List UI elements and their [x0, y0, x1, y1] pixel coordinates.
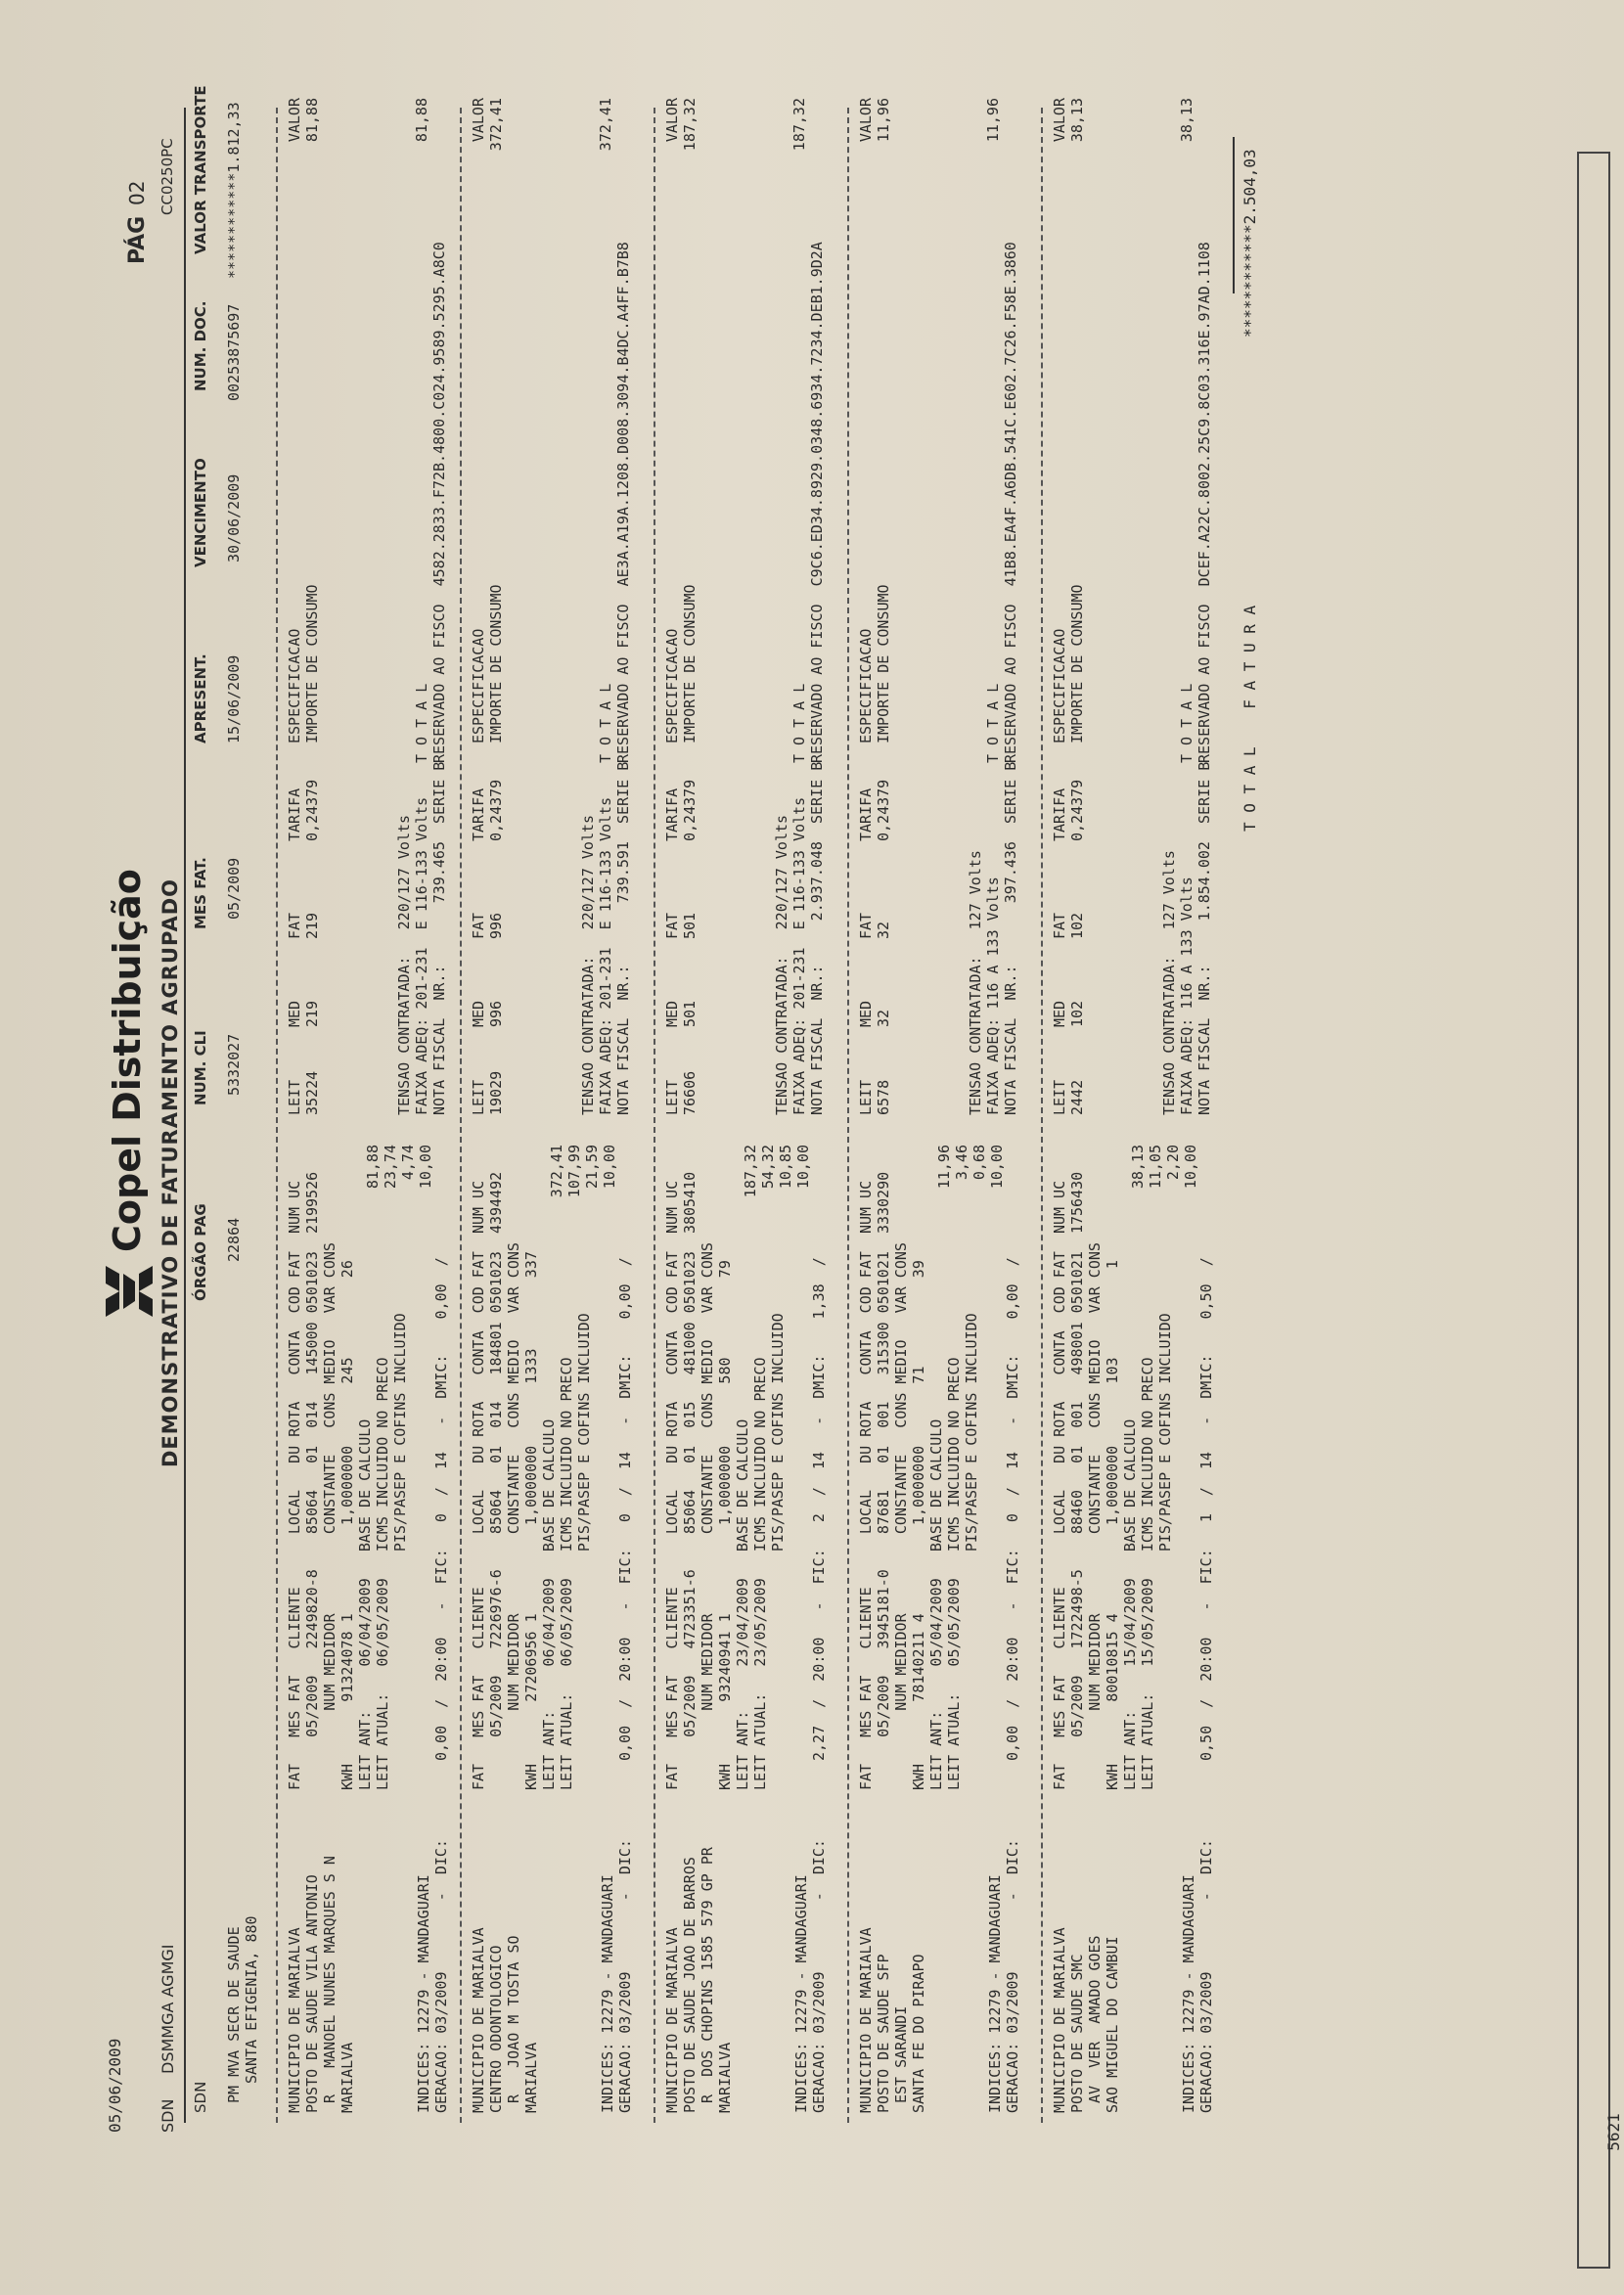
record-owner: MUNICIPIO DE MARIALVA: [470, 1927, 487, 2113]
summary-mes-fat: 05/2009: [225, 857, 243, 920]
record-leit: LEIT 6578: [857, 1079, 892, 1115]
record-med: MED 501: [663, 1000, 699, 1027]
record-street: EST SARANDI: [892, 2005, 910, 2103]
copel-logo: [98, 869, 157, 1321]
record-fat: FAT 996: [470, 912, 505, 939]
record-leit: LEIT 19029: [470, 1070, 505, 1115]
record-billing-block: FAT MES FAT CLIENTE LOCAL DU ROTA CONTA COD FAT NUM UC 05/2009 7226976-6 85064 01 014 184801 0501023 4394492 NUM MEDIDOR CONSTANTE CONS MEDIO VAR CONS KWH 27206956 1 1,0000000 1333 337 LEIT ANT: 06/04/2009 BASE DE CALCULO LEIT ATUAL: 06/05/2009 ICMS INCLUIDO NO PRECO PIS/PASEP E COFINS INCLUIDO: [470, 1171, 593, 1790]
record-owner: MUNICIPIO DE MARIALVA: [663, 1927, 681, 2113]
record-billing-block: FAT MES FAT CLIENTE LOCAL DU ROTA CONTA COD FAT NUM UC 05/2009 3945181-0 87681 01 001 315300 0501021 3330290 NUM MEDIDOR CONSTANTE CONS MEDIO VAR CONS KWH 78140211 4 1,0000000 71 39 LEIT ANT: 05/04/2009 BASE DE CALCULO LEIT ATUAL: 05/05/2009 ICMS INCLUIDO NO PRECO PIS/PASEP E COFINS INCLUIDO: [857, 1171, 980, 1790]
page-border: [1577, 152, 1610, 2269]
record-fic-line: 2,27 / 20:00 - FIC: 2 / 14 - DMIC: 1,38 /: [810, 1257, 828, 1761]
record-tarifa: TARIFA 0,24379: [1051, 779, 1086, 841]
record-valor: VALOR 187,32: [663, 98, 699, 152]
record-city: MARIALVA: [338, 2042, 356, 2113]
record-4: [1051, 98, 1246, 2113]
page-number: 02: [125, 180, 149, 205]
record-geracao: GERACAO: 03/2009 - DIC:: [810, 1839, 828, 2113]
record-med: MED 219: [286, 1000, 321, 1027]
record-geracao: GERACAO: 03/2009 - DIC:: [1004, 1839, 1021, 2113]
record-tarifa: TARIFA 0,24379: [857, 779, 892, 841]
unit-label: DSMMGA AGMGI: [158, 1944, 177, 2074]
record-total-value: 38,13: [1178, 98, 1195, 143]
record-med: MED 32: [857, 1000, 892, 1027]
record-total: T O T A L RESERVADO AO FISCO C9C6.ED34.8929.0348.6934.7234.DEB1.9D2A: [790, 242, 826, 763]
record-valor: VALOR 38,13: [1051, 98, 1086, 143]
separator: [654, 108, 655, 2123]
record-unit: POSTO DE SAUDE SFP: [875, 1954, 892, 2113]
brand-name: Copel Distribuição: [106, 869, 149, 1252]
record-leit: LEIT 76606: [663, 1070, 699, 1115]
record-valor: VALOR 81,88: [286, 98, 321, 143]
record-tensao: TENSAO CONTRATADA: 127 Volts FAIXA ADEQ: 116 A 133 Volts NOTA FISCAL NR.: 1.854.002 SERIE B: [1160, 761, 1213, 1115]
record-leit: LEIT 2442: [1051, 1079, 1086, 1115]
record-espec: ESPECIFICACAO IMPORTE DE CONSUMO: [1051, 584, 1086, 743]
summary-name: PM MVA SECR DE SAUDE: [225, 1926, 243, 2103]
separator: [460, 108, 462, 2123]
record-geracao: GERACAO: 03/2009 - DIC:: [616, 1839, 634, 2113]
summary-orgao-pag: 22864: [225, 1217, 243, 1262]
record-fic-line: 0,00 / 20:00 - FIC: 0 / 14 - DMIC: 0,00 /: [1004, 1257, 1021, 1761]
record-tarifa: TARIFA 0,24379: [286, 779, 321, 841]
record-valor: VALOR 11,96: [857, 98, 892, 143]
page-tag: 5621: [1603, 2113, 1623, 2151]
record-owner: MUNICIPIO DE MARIALVA: [1051, 1927, 1068, 2113]
record-total-value: 187,32: [790, 98, 808, 152]
record-espec: ESPECIFICACAO IMPORTE DE CONSUMO: [470, 584, 505, 743]
record-unit: CENTRO ODONTOLOGICO: [487, 1945, 505, 2113]
col-orgao-pag: ÓRGÃO PAG: [192, 1203, 209, 1301]
record-unit: POSTO DE SAUDE SMC: [1068, 1954, 1086, 2113]
summary-apresent: 15/06/2009: [225, 654, 243, 743]
record-med: MED 102: [1051, 1000, 1086, 1027]
record-total-value: 11,96: [984, 98, 1002, 143]
separator: [847, 108, 849, 2123]
record-city: SANTA FE DO PIRAPO: [910, 1954, 927, 2113]
record-unit: POSTO DE SAUDE VILA ANTONIO: [303, 1874, 321, 2113]
col-sdn: SDN: [192, 2081, 209, 2113]
record-tarifa: TARIFA 0,24379: [470, 779, 505, 841]
copel-logo-icon: [102, 1262, 157, 1321]
record-owner: MUNICIPIO DE MARIALVA: [286, 1927, 303, 2113]
page-label: PÁG: [125, 215, 150, 264]
record-tarifa: TARIFA 0,24379: [663, 779, 699, 841]
record-indices: INDICES: 12279 - MANDAGUARI: [792, 1874, 810, 2113]
col-valor-transporte: VALOR TRANSPORTE: [192, 85, 209, 254]
record-street: AV VER AMADO GOES: [1086, 1935, 1104, 2103]
record-tensao: TENSAO CONTRATADA: 127 Volts FAIXA ADEQ: 116 A 133 Volts NOTA FISCAL NR.: 397.436 SERIE B: [967, 761, 1019, 1115]
record-amounts: 187,32 54,32 10,85 10,00: [742, 1145, 812, 1198]
record-billing-block: FAT MES FAT CLIENTE LOCAL DU ROTA CONTA COD FAT NUM UC 05/2009 1722498-5 88460 01 001 498001 0501021 1756430 NUM MEDIDOR CONSTANTE CONS MEDIO VAR CONS KWH 80010815 4 1,0000000 103 1 LEIT ANT: 15/04/2009 BASE DE CALCULO LEIT ATUAL: 15/05/2009 ICMS INCLUIDO NO PRECO PIS/PASEP E COFINS INCLUIDO: [1051, 1171, 1174, 1790]
record-amounts: 38,13 11,05 2,20 10,00: [1129, 1145, 1199, 1190]
record-street: R JOAO M TOSTA SO: [505, 1935, 522, 2103]
record-tensao: TENSAO CONTRATADA: 220/127 Volts FAIXA ADEQ: 201-231 E 116-133 Volts NOTA FISCAL NR.: 2.937.048 SERIE B: [773, 761, 826, 1115]
record-billing-block: FAT MES FAT CLIENTE LOCAL DU ROTA CONTA COD FAT NUM UC 05/2009 4723351-6 85064 01 015 481000 0501023 3805410 NUM MEDIDOR CONSTANTE CONS MEDIO VAR CONS KWH 93240941 1 1,0000000 580 79 LEIT ANT: 23/04/2009 BASE DE CALCULO LEIT ATUAL: 23/05/2009 ICMS INCLUIDO NO PRECO PIS/PASEP E COFINS INCLUIDO: [663, 1171, 787, 1790]
record-2: [663, 98, 859, 2113]
record-total: T O T A L RESERVADO AO FISCO AE3A.A19A.1208.D008.3094.B4DC.A4FF.B7B8: [597, 242, 632, 763]
total-rule: [1233, 137, 1235, 293]
record-fat: FAT 219: [286, 912, 321, 939]
separator: [1041, 108, 1043, 2123]
total-fatura-label: T O T A L F A T U R A: [1241, 605, 1259, 832]
summary-address: SANTA EFIGENIA, 880: [243, 1915, 260, 2084]
col-vencimento: VENCIMENTO: [192, 458, 209, 567]
record-unit: POSTO DE SAUDE JOAO DE BARROS: [681, 1857, 699, 2113]
col-num-cli: NUM. CLI: [192, 1030, 209, 1105]
col-num-doc: NUM. DOC.: [192, 300, 209, 391]
record-total: T O T A L RESERVADO AO FISCO 41B8.EA4F.A6DB.541C.E602.7C26.F58E.3860: [984, 242, 1019, 763]
record-geracao: GERACAO: 03/2009 - DIC:: [1197, 1839, 1215, 2113]
form-code: CC0250PC: [158, 138, 176, 215]
record-leit: LEIT 35224: [286, 1070, 321, 1115]
record-city: MARIALVA: [522, 2042, 540, 2113]
record-indices: INDICES: 12279 - MANDAGUARI: [986, 1874, 1004, 2113]
summary-num-doc: 00253875697: [225, 303, 243, 401]
record-3: [857, 98, 1053, 2113]
record-indices: INDICES: 12279 - MANDAGUARI: [415, 1874, 432, 2113]
col-mes-fat: MES FAT.: [192, 857, 209, 929]
summary-num-cli: 5332027: [225, 1033, 243, 1096]
record-fic-line: 0,00 / 20:00 - FIC: 0 / 14 - DMIC: 0,00 /: [432, 1257, 450, 1761]
record-indices: INDICES: 12279 - MANDAGUARI: [1180, 1874, 1197, 2113]
record-geracao: GERACAO: 03/2009 - DIC:: [432, 1839, 450, 2113]
record-fat: FAT 501: [663, 912, 699, 939]
record-fat: FAT 32: [857, 912, 892, 939]
record-street: R DOS CHOPINS 1585 579 GP PR: [699, 1847, 716, 2103]
record-indices: INDICES: 12279 - MANDAGUARI: [599, 1874, 616, 2113]
record-fic-line: 0,00 / 20:00 - FIC: 0 / 14 - DMIC: 0,00 /: [616, 1257, 634, 1761]
record-total-value: 81,88: [413, 98, 430, 143]
record-amounts: 372,41 107,99 21,59 10,00: [548, 1145, 618, 1198]
record-city: MARIALVA: [716, 2042, 734, 2113]
record-street: R MANOEL NUNES MARQUES S N: [321, 1856, 338, 2103]
summary-valor-transporte: ************1.812,33: [225, 102, 243, 279]
record-amounts: 81,88 23,74 4,74 10,00: [364, 1145, 434, 1190]
record-espec: ESPECIFICACAO IMPORTE DE CONSUMO: [663, 584, 699, 743]
record-total-value: 372,41: [597, 98, 614, 152]
separator: [276, 108, 278, 2123]
total-fatura-value: ************2.504,03: [1241, 149, 1259, 338]
col-apresent: APRESENT.: [192, 653, 209, 743]
header-rule: [184, 108, 186, 2123]
sdn-label: SDN: [158, 2098, 177, 2133]
record-valor: VALOR 372,41: [470, 98, 505, 152]
record-city: SAO MIGUEL DO CAMBUI: [1104, 1936, 1121, 2113]
record-billing-block: FAT MES FAT CLIENTE LOCAL DU ROTA CONTA COD FAT NUM UC 05/2009 2249820-8 85064 01 014 145000 0501023 2199526 NUM MEDIDOR CONSTANTE CONS MEDIO VAR CONS KWH 91324078 1 1,0000000 245 26 LEIT ANT: 06/04/2009 BASE DE CALCULO LEIT ATUAL: 06/05/2009 ICMS INCLUIDO NO PRECO PIS/PASEP E COFINS INCLUIDO: [286, 1171, 409, 1790]
record-amounts: 11,96 3,46 0,68 10,00: [935, 1145, 1006, 1190]
rotated-document: [68, 85, 1321, 2201]
record-espec: ESPECIFICACAO IMPORTE DE CONSUMO: [286, 584, 321, 743]
record-0: [286, 98, 481, 2113]
record-owner: MUNICIPIO DE MARIALVA: [857, 1927, 875, 2113]
record-fat: FAT 102: [1051, 912, 1086, 939]
doc-title: DEMONSTRATIVO DE FATURAMENTO AGRUPADO: [158, 878, 182, 1467]
record-1: [470, 98, 665, 2113]
record-total: T O T A L RESERVADO AO FISCO DCEF.A22C.8002.25C9.8C03.316E.97AD.1108: [1178, 242, 1213, 763]
record-tensao: TENSAO CONTRATADA: 220/127 Volts FAIXA ADEQ: 201-231 E 116-133 Volts NOTA FISCAL NR.: 739.591 SERIE B: [579, 761, 632, 1115]
summary-vencimento: 30/06/2009: [225, 473, 243, 562]
report-date: 05/06/2009: [106, 2038, 124, 2133]
record-total: T O T A L RESERVADO AO FISCO 4582.2833.F72B.4800.C024.9589.5295.A8C0: [413, 242, 448, 763]
record-espec: ESPECIFICACAO IMPORTE DE CONSUMO: [857, 584, 892, 743]
record-tensao: TENSAO CONTRATADA: 220/127 Volts FAIXA ADEQ: 201-231 E 116-133 Volts NOTA FISCAL NR.: 739.465 SERIE B: [395, 761, 448, 1115]
record-fic-line: 0,50 / 20:00 - FIC: 1 / 14 - DMIC: 0,50 /: [1197, 1257, 1215, 1761]
record-med: MED 996: [470, 1000, 505, 1027]
